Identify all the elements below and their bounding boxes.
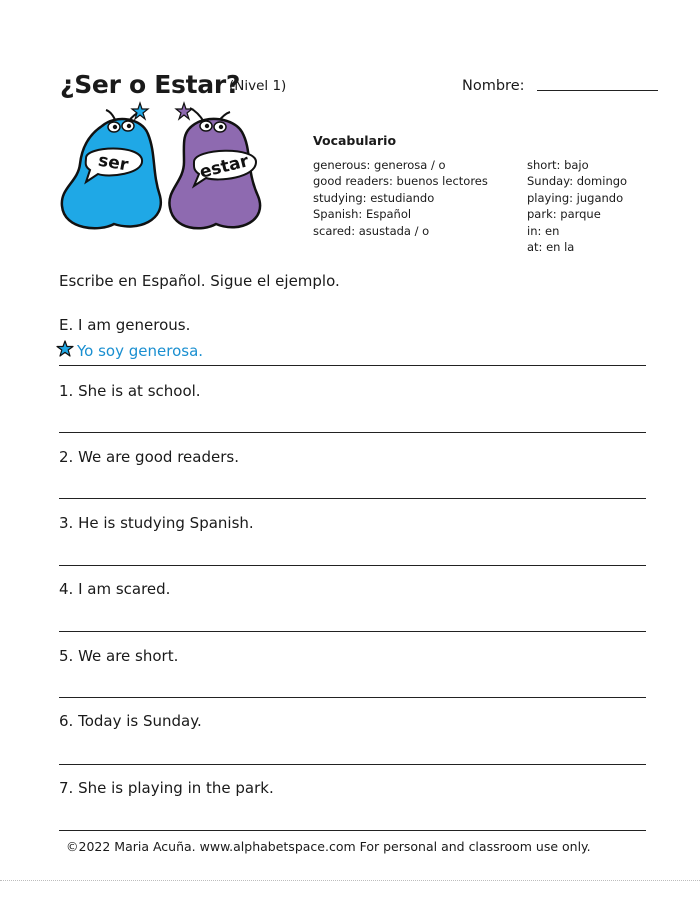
exercise-item-2: 2. We are good readers. xyxy=(59,448,239,466)
estar-mascot xyxy=(169,103,260,228)
vocab-entry: Sunday: domingo xyxy=(527,174,628,189)
example-answer: Yo soy generosa. xyxy=(77,342,204,360)
vocab-entry: park: parque xyxy=(527,207,601,222)
vocab-entry: at: en la xyxy=(527,239,575,254)
exercise-item-4: 4. I am scared. xyxy=(59,580,171,598)
vocab-entry: studying: estudiando xyxy=(313,190,435,205)
example-question: E. I am generous. xyxy=(59,316,191,334)
answer-line xyxy=(59,697,646,698)
star-icon xyxy=(56,340,74,358)
answer-line xyxy=(59,631,646,632)
exercise-item-5: 5. We are short. xyxy=(59,647,179,665)
answer-line xyxy=(59,432,646,433)
vocab-entry: playing: jugando xyxy=(527,190,624,205)
name-label: Nombre: xyxy=(462,78,525,94)
answer-line xyxy=(59,830,646,831)
level-label: (Nivel 1) xyxy=(229,78,287,94)
vocabulary-title: Vocabulario xyxy=(313,133,397,148)
instructions: Escribe en Español. Sigue el ejemplo. xyxy=(59,272,340,290)
exercise-item-1: 1. She is at school. xyxy=(59,382,201,400)
vocabulary-column-2 xyxy=(527,157,627,255)
exercise-item-3: 3. He is studying Spanish. xyxy=(59,514,254,532)
estar-label: estar xyxy=(197,151,251,183)
vocab-entry: generous: generosa / o xyxy=(313,158,446,172)
exercise-item-7: 7. She is playing in the park. xyxy=(59,779,274,797)
ser-label: ser xyxy=(96,150,130,176)
vocab-entry: good readers: buenos lectores xyxy=(313,174,488,189)
answer-line xyxy=(59,565,646,566)
mascot-illustration xyxy=(56,100,278,234)
name-line xyxy=(537,90,658,91)
footer-copyright: ©2022 Maria Acuña. www.alphabetspace.com For personal and classroom use only. xyxy=(66,839,591,854)
vocabulary-column-1 xyxy=(313,157,488,239)
vocab-entry: short: bajo xyxy=(527,158,589,172)
vocab-entry: scared: asustada / o xyxy=(313,223,430,238)
page-edge xyxy=(0,880,700,881)
ser-mascot xyxy=(62,103,161,228)
answer-line xyxy=(59,764,646,765)
answer-line xyxy=(59,365,646,366)
answer-line xyxy=(59,498,646,499)
worksheet-title: ¿Ser o Estar? xyxy=(60,70,241,99)
vocab-entry: in: en xyxy=(527,223,560,238)
exercise-item-6: 6. Today is Sunday. xyxy=(59,712,202,730)
vocab-entry: Spanish: Español xyxy=(313,207,412,222)
